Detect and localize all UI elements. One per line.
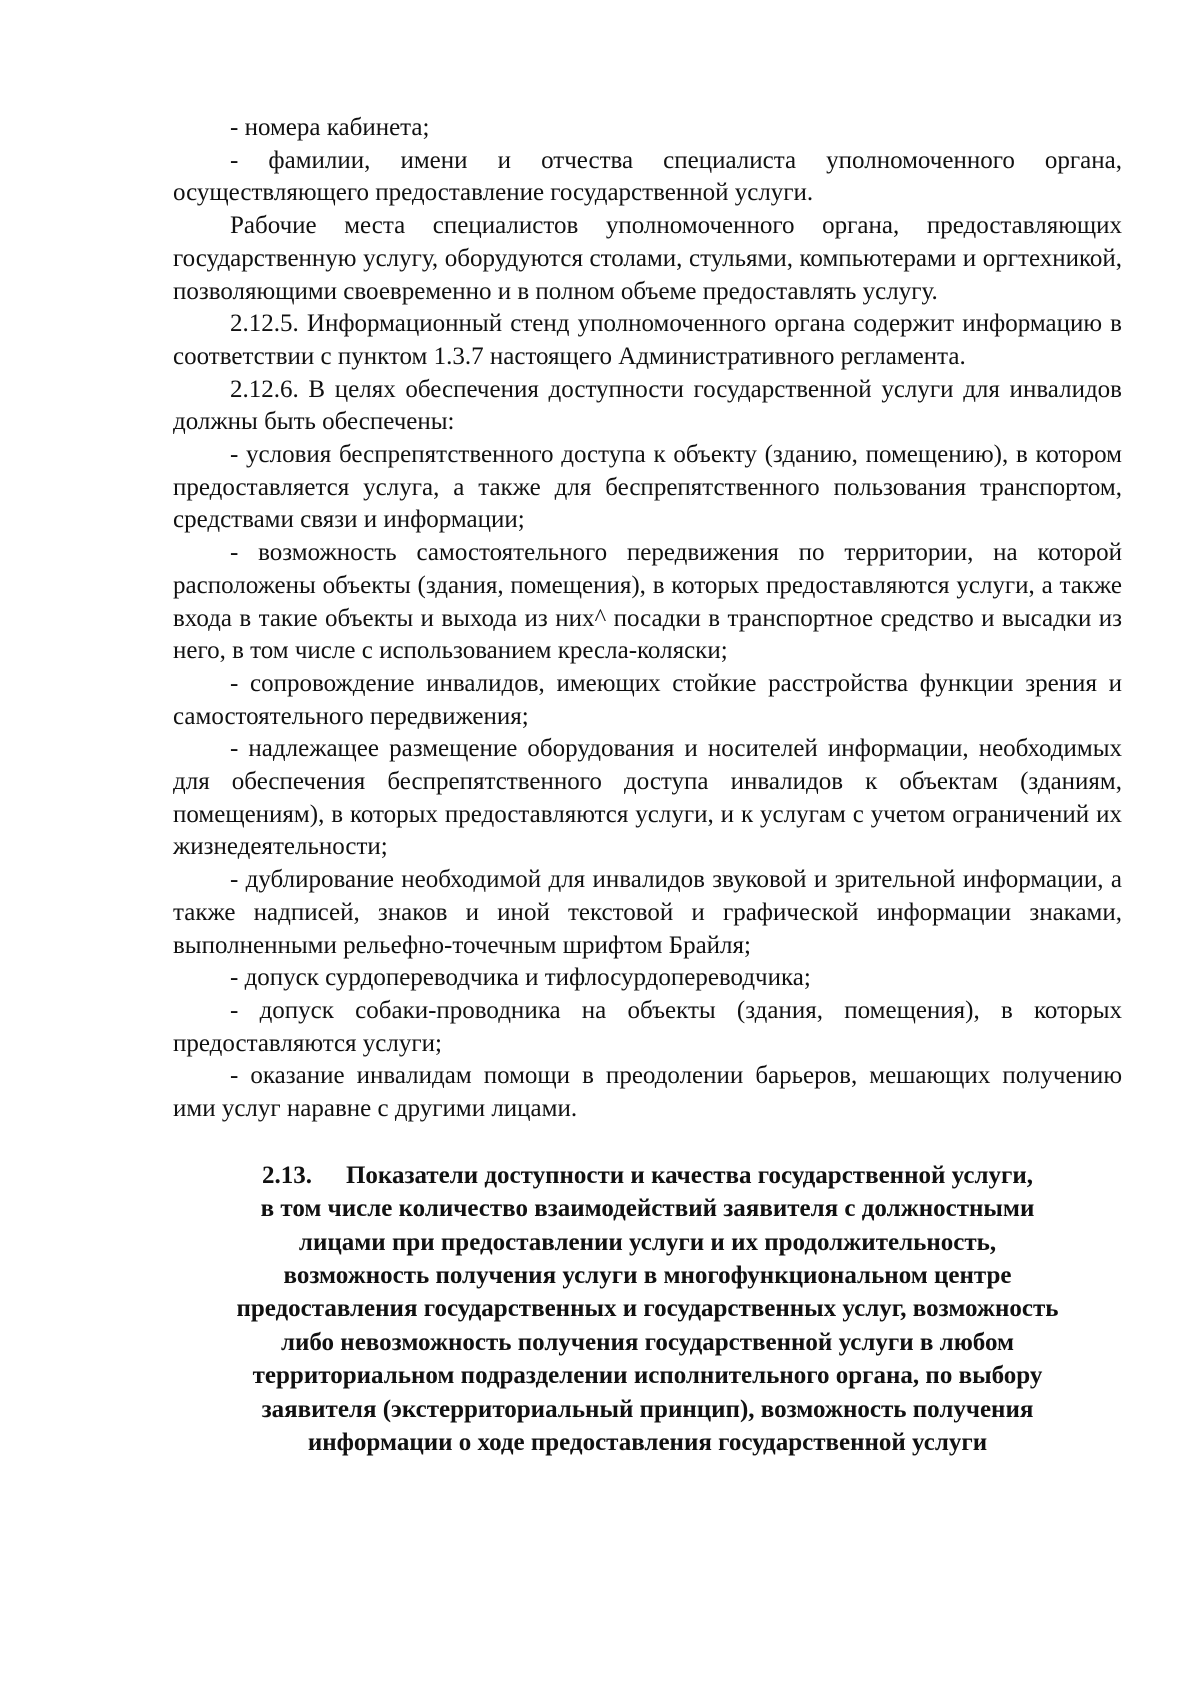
heading-line <box>173 1159 1122 1192</box>
heading-line: информации о ходе предоставления государственной услуги <box>307 1429 988 1457</box>
document-page <box>173 112 1122 1459</box>
heading-line: в том числе количество взаимодействий заявителя с должностными <box>260 1195 1035 1223</box>
paragraph-guide-dog: - допуск собаки-проводника на объекты (здания, помещения), в которых предоставляются услуги; <box>173 996 1122 1057</box>
heading-line: возможность получения услуги в многофункциональном центре <box>283 1262 1012 1290</box>
paragraph-specialist-name: - фамилии, имени и отчества специалиста уполномоченного органа, осуществляющего предоставление государственной услуги. <box>173 146 1122 207</box>
paragraph-sign-interpreter: - допуск сурдопереводчика и тифлосурдопереводчика; <box>230 964 811 992</box>
paragraph-movement: - возможность самостоятельного передвижения по территории, на которой расположены объекты (здания, помещения), в которых предоставляются услуги, а также входа в такие объекты и выхода из них^ посадки в транспортное средство и высадки из него, в том числе с использованием кресла-коляски; <box>173 539 1122 665</box>
section-number: 2.13. <box>261 1161 312 1189</box>
paragraph-2-12-5: 2.12.5. Информационный стенд уполномоченного органа содержит информацию в соответствии с пунктом 1.3.7 настоящего Административного регламента. <box>173 310 1122 370</box>
heading-line: лицами при предоставлении услуги и их продолжительность, <box>298 1228 997 1256</box>
paragraph-equipment: - надлежащее размещение оборудования и носителей информации, необходимых для обеспечения беспрепятственного доступа инвалидов к объектам (зданиям, помещениям), в которых предоставляются услуги, и к услугам с учетом ограничений их жизнедеятельности; <box>173 735 1122 861</box>
paragraph-2-12-6: 2.12.6. В целях обеспечения доступности государственной услуги для инвалидов должны быть обеспечены: <box>173 375 1122 436</box>
paragraph-workplaces: Рабочие места специалистов уполномоченного органа, предоставляющих государственную услугу, оборудуются столами, стульями, компьютерами и оргтехникой, позволяющими своевременно и в полном объеме предоставлять услугу. <box>173 212 1122 305</box>
paragraph-access-conditions: - условия беспрепятственного доступа к объекту (зданию, помещению), в котором предоставляется услуга, а также для беспрепятственного пользования транспортом, средствами связи и информации; <box>173 441 1122 534</box>
paragraph-braille: - дублирование необходимой для инвалидов звуковой и зрительной информации, а также надписей, знаков и иной текстовой и графической информации знаками, выполненными рельефно-точечным шрифтом Брайля; <box>173 866 1122 959</box>
paragraph-escort: - сопровождение инвалидов, имеющих стойкие расстройства функции зрения и самостоятельного передвижения; <box>173 669 1122 730</box>
heading-line: территориальном подразделении исполнительного органа, по выбору <box>252 1362 1043 1390</box>
heading-line: заявителя (экстерриториальный принцип), возможность получения <box>261 1395 1034 1423</box>
paragraph-cabinet-number: - номера кабинета; <box>230 114 430 141</box>
heading-line: предоставления государственных и государственных услуг, возможность <box>236 1295 1059 1323</box>
section-heading-2-13 <box>173 1159 1122 1460</box>
heading-line: либо невозможность получения государственной услуги в любом <box>280 1328 1015 1356</box>
heading-text: Показатели доступности и качества государственной услуги, <box>345 1161 1034 1189</box>
paragraph-assistance: - оказание инвалидам помощи в преодолении барьеров, мешающих получению ими услуг наравне с другими лицами. <box>173 1062 1122 1123</box>
